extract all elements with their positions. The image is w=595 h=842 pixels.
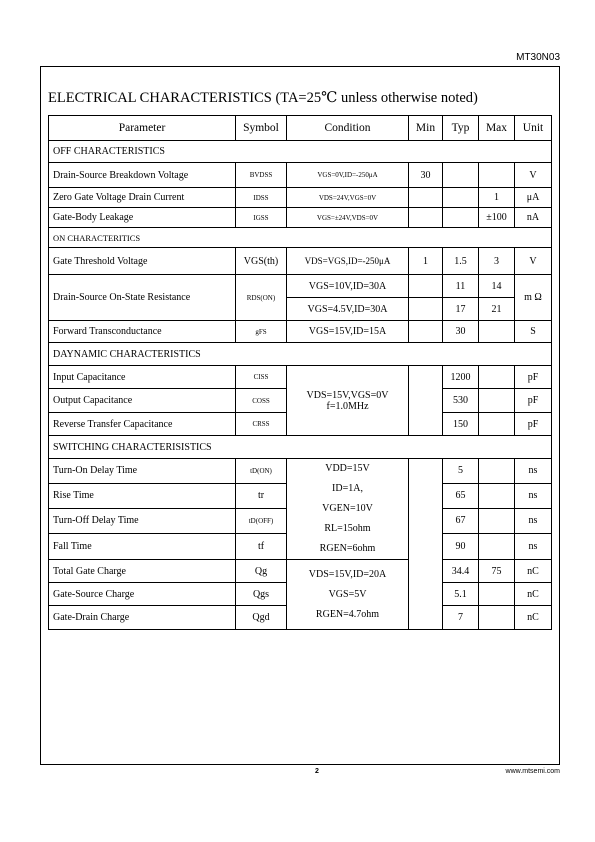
min-cell [409,208,443,228]
section-row [49,141,552,163]
typ-cell: 11 [443,275,479,298]
section-label: SWITCHING CHARACTERISISTICS [49,436,552,459]
symbol-cell: tD(ON) [236,459,287,484]
column-header: Parameter [49,116,236,141]
symbol-cell: tf [236,533,287,559]
symbol-cell: RDS(ON) [236,275,287,321]
parameter-cell: Gate-Body Leakage [49,208,236,228]
condition-line: VDS=15V,VGS=0V [306,389,389,401]
parameter-cell: Total Gate Charge [49,560,236,583]
symbol-cell: Qgd [236,606,287,630]
unit-cell: pF [515,366,552,389]
min-cell [409,298,443,321]
table-row [49,321,552,343]
unit-cell: V [515,248,552,275]
min-cell [409,321,443,343]
section-row [49,343,552,366]
max-cell: 3 [479,248,515,275]
symbol-cell: tr [236,483,287,508]
typ-cell: 65 [443,483,479,508]
condition-cell: VDS=24V,VGS=0V [287,188,409,208]
typ-cell: 67 [443,508,479,533]
typ-cell: 530 [443,389,479,413]
column-header: Max [479,116,515,141]
max-cell: 1 [479,188,515,208]
condition-line: VGEN=10V [322,503,373,514]
symbol-cell: Qgs [236,583,287,606]
min-cell [409,188,443,208]
section-label: OFF CHARACTERISTICS [49,141,552,163]
column-header: Condition [287,116,409,141]
unit-cell: ns [515,508,552,533]
condition-cell: VGS=4.5V,ID=30A [287,298,409,321]
unit-cell: nC [515,606,552,630]
symbol-cell: COSS [236,389,287,413]
condition-cell [287,366,409,436]
max-cell: 21 [479,298,515,321]
footer-rule [40,764,560,765]
min-cell: 30 [409,163,443,188]
min-cell: 1 [409,248,443,275]
min-cell [409,275,443,298]
unit-cell: nC [515,560,552,583]
typ-cell: 1200 [443,366,479,389]
table-row [49,248,552,275]
parameter-cell: Zero Gate Voltage Drain Current [49,188,236,208]
unit-cell: nC [515,583,552,606]
symbol-cell: CISS [236,366,287,389]
parameter-cell: Output Capacitance [49,389,236,413]
max-cell: ±100 [479,208,515,228]
min-cell [409,366,443,436]
table-row [49,188,552,208]
condition-line: ID=1A, [332,483,363,494]
symbol-cell: Qg [236,560,287,583]
column-header: Typ [443,116,479,141]
website-url: www.mtsemi.com [505,768,560,775]
unit-cell: μA [515,188,552,208]
table-row [49,459,552,484]
typ-cell [443,163,479,188]
max-cell [479,606,515,630]
table-row [49,163,552,188]
max-cell [479,413,515,436]
parameter-cell: Turn-Off Delay Time [49,508,236,533]
column-header: Symbol [236,116,287,141]
max-cell: 14 [479,275,515,298]
parameter-cell: Gate Threshold Voltage [49,248,236,275]
unit-cell: m Ω [515,275,552,321]
parameter-cell: Forward Transconductance [49,321,236,343]
unit-cell: pF [515,413,552,436]
symbol-cell: BVDSS [236,163,287,188]
typ-cell: 17 [443,298,479,321]
condition-cell: VGS=0V,ID=-250μA [287,163,409,188]
parameter-cell: Drain-Source On-State Resistance [49,275,236,321]
condition-line: VDS=15V,ID=20A [308,568,387,580]
typ-cell: 150 [443,413,479,436]
unit-cell: nA [515,208,552,228]
unit-cell: ns [515,459,552,484]
section-label: ON CHARACTERITICS [49,228,552,248]
condition-line: RGEN=4.7ohm [315,608,380,620]
typ-cell: 1.5 [443,248,479,275]
section-row [49,228,552,248]
electrical-characteristics-table [48,115,552,630]
condition-cell: VGS=15V,ID=15A [287,321,409,343]
column-header: Unit [515,116,552,141]
symbol-cell: gFS [236,321,287,343]
table-row [49,560,552,583]
unit-cell: S [515,321,552,343]
symbol-cell: VGS(th) [236,248,287,275]
typ-cell: 5 [443,459,479,484]
max-cell: 75 [479,560,515,583]
condition-line: f=1.0MHz [326,400,369,412]
typ-cell: 30 [443,321,479,343]
condition-line: RL=15ohm [324,523,371,534]
max-cell [479,459,515,484]
max-cell [479,508,515,533]
condition-cell [287,560,409,630]
condition-cell [287,459,409,560]
parameter-cell: Fall Time [49,533,236,559]
max-cell [479,366,515,389]
parameter-cell: Gate-Source Charge [49,583,236,606]
condition-cell: VDS=VGS,ID=-250μA [287,248,409,275]
typ-cell: 5.1 [443,583,479,606]
condition-cell: VGS=10V,ID=30A [287,275,409,298]
column-header: Min [409,116,443,141]
condition-line: VDD=15V [325,463,370,474]
symbol-cell: IGSS [236,208,287,228]
parameter-cell: Gate-Drain Charge [49,606,236,630]
parameter-cell: Drain-Source Breakdown Voltage [49,163,236,188]
parameter-cell: Reverse Transfer Capacitance [49,413,236,436]
symbol-cell: IDSS [236,188,287,208]
table-header-row [49,116,552,141]
symbol-cell: CRSS [236,413,287,436]
table-row [49,366,552,389]
parameter-cell: Input Capacitance [49,366,236,389]
max-cell [479,321,515,343]
max-cell [479,583,515,606]
unit-cell: V [515,163,552,188]
min-cell [409,459,443,630]
condition-line: RGEN=6ohm [319,543,376,554]
typ-cell [443,188,479,208]
part-number: MT30N03 [516,52,560,63]
parameter-cell: Turn-On Delay Time [49,459,236,484]
typ-cell [443,208,479,228]
section-row [49,436,552,459]
section-label: DAYNAMIC CHARACTERISTICS [49,343,552,366]
condition-cell: VGS=±24V,VDS=0V [287,208,409,228]
max-cell [479,483,515,508]
typ-cell: 90 [443,533,479,559]
max-cell [479,389,515,413]
condition-line: VGS=5V [328,588,367,600]
max-cell [479,533,515,559]
symbol-cell: tD(OFF) [236,508,287,533]
typ-cell: 7 [443,606,479,630]
page-number: 2 [315,768,319,775]
parameter-cell: Rise Time [49,483,236,508]
page-title: ELECTRICAL CHARACTERISTICS (TA=25℃ unless otherwise noted) [48,90,478,106]
max-cell [479,163,515,188]
unit-cell: ns [515,533,552,559]
typ-cell: 34.4 [443,560,479,583]
unit-cell: ns [515,483,552,508]
table-row [49,208,552,228]
table-row [49,275,552,298]
unit-cell: pF [515,389,552,413]
